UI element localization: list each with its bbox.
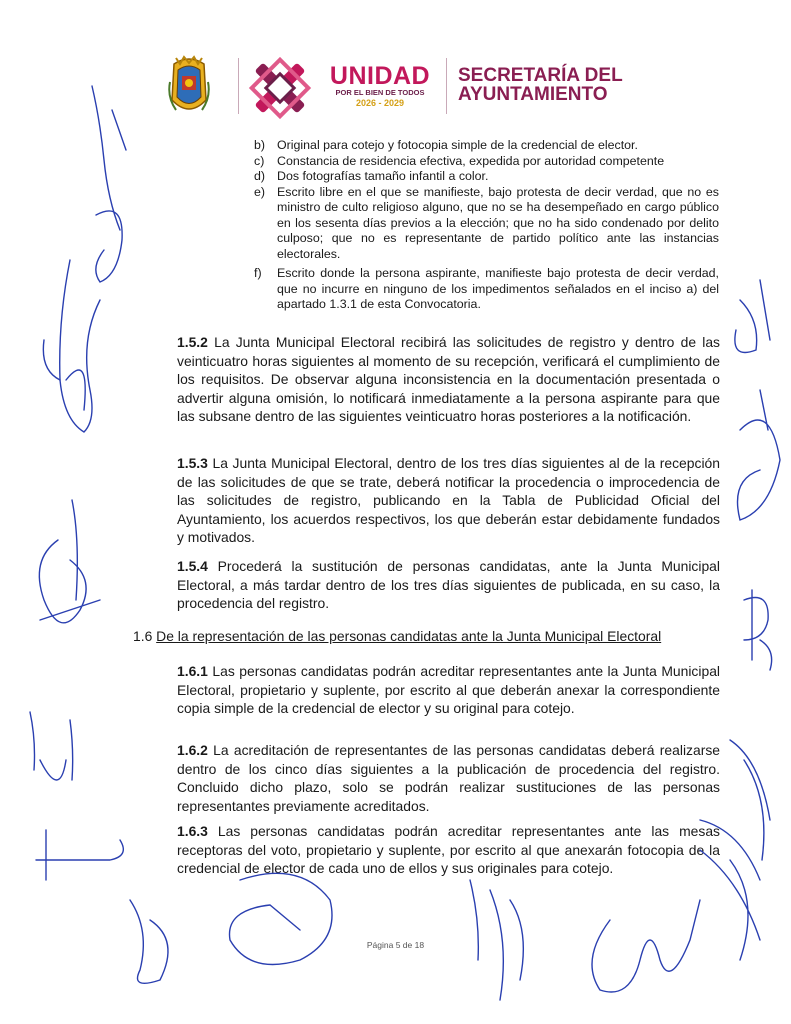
unidad-logo-icon — [248, 56, 312, 120]
header-divider — [446, 58, 447, 114]
requirements-list — [254, 138, 719, 313]
paragraph-1-5-4 — [177, 557, 720, 613]
signature-left-8 — [36, 830, 123, 880]
page-number: Página 5 de 18 — [366, 940, 425, 950]
list-item-text: Constancia de residencia efectiva, expedida por autoridad competente — [277, 153, 665, 168]
list-item-text: Escrito donde la persona aspirante, manifieste bajo protesta de decir verdad, que no incurre en ninguno de los impedimentos señalados en el inciso a) del apartado 1.3.1 de esta Convocatoria. — [277, 266, 719, 311]
list-item — [254, 169, 719, 185]
signature-right-3 — [744, 590, 772, 670]
list-item-text: Original para cotejo y fotocopia simple de la credencial de elector. — [277, 138, 638, 152]
paragraph-text: La acreditación de representantes de las personas candidatas deberá realizarse dentro de los cinco días siguientes a la publicación de procedencia del registro. Concluido dicho plazo, solo se podrán realizar sustituciones de las personas representantes previamente acreditados. — [177, 742, 720, 814]
paragraph-text: La Junta Municipal Electoral recibirá las solicitudes de registro y dentro de las veinticuatro horas siguientes al momento de su recepción, verificará el cumplimiento de los requisitos. De observar alguna inconsistencia en la documentación presentada o advertir alguna omisión, lo notificará inmediatamente a la persona aspirante para que las subsane dentro de las siguientes veinticuatro horas posteriores a la notificación. — [177, 334, 720, 425]
unidad-years: 2026 - 2029 — [355, 98, 405, 108]
signature-left-4 — [43, 340, 85, 410]
secretaria-line2: AYUNTAMIENTO — [458, 84, 608, 105]
signature-left-1 — [92, 86, 126, 230]
paragraph-number: 1.6.2 — [177, 742, 208, 758]
unidad-title: UNIDAD — [329, 62, 431, 90]
list-marker: e) — [254, 184, 266, 199]
paragraph-text: Procederá la sustitución de personas candidatas, ante la Junta Municipal Electoral, a más tardar dentro de los tres días siguientes de publicada, en su caso, la procedencia del registro. — [177, 558, 720, 612]
paragraph-number: 1.6.3 — [177, 823, 208, 839]
document-header — [160, 48, 640, 128]
paragraph-1-5-3 — [177, 454, 720, 547]
signature-right-2 — [738, 390, 781, 520]
paragraph-1-6-1 — [177, 662, 720, 718]
paragraph-text: Las personas candidatas podrán acreditar representantes ante la Junta Municipal Electoral, propietario y suplente, por escrito al que deberán anexar la correspondiente copia simple de la credencial de elector y su original para cotejo. — [177, 663, 720, 717]
signature-right-1 — [735, 280, 770, 353]
paragraph-1-6-2 — [177, 741, 720, 815]
signature-right-4 — [730, 740, 770, 860]
header-divider — [238, 58, 239, 114]
signature-left-2 — [96, 211, 122, 282]
unidad-subtitle: POR EL BIEN DE TODOS — [335, 88, 425, 97]
signature-left-7 — [30, 712, 73, 780]
paragraph-number: 1.5.3 — [177, 455, 208, 471]
list-item-text: Escrito libre en el que se manifieste, bajo protesta de decir verdad, que no es ministro de culto religioso alguno, que no se ha desempeñado en cargo público en los sesenta días previos a la elección; que no ha sido condenado por delito culposo; que no es representante de partido político ante las instancias electorales. — [277, 184, 719, 261]
list-item — [254, 154, 719, 170]
signature-left-6 — [72, 500, 77, 600]
paragraph-1-6-3 — [177, 822, 720, 878]
list-marker: d) — [254, 169, 266, 183]
signature-bottom-2 — [230, 873, 333, 964]
secretaria-wordmark — [458, 66, 623, 104]
signature-left-3 — [60, 260, 100, 432]
paragraph-number: 1.6.1 — [177, 663, 208, 679]
paragraph-1-5-2 — [177, 333, 720, 426]
paragraph-number: 1.5.4 — [177, 558, 208, 574]
list-item — [254, 138, 719, 154]
paragraph-number: 1.5.2 — [177, 334, 208, 350]
list-marker: c) — [254, 153, 265, 168]
section-number: 1.6 — [133, 628, 153, 644]
signature-left-5 — [39, 540, 100, 623]
list-item — [254, 185, 719, 263]
paragraph-text: Las personas candidatas podrán acreditar representantes ante las mesas receptoras del voto, propietario y suplente, por escrito al que anexarán fotocopia de la credencial de elector de cada uno de ellos y sus originales para cotejo. — [177, 823, 720, 877]
section-heading-1-6 — [133, 627, 661, 645]
list-item — [254, 266, 719, 313]
secretaria-line1: SECRETARÍA DEL — [458, 65, 623, 86]
list-marker: b) — [254, 138, 266, 152]
section-title: De la representación de las personas candidatas ante la Junta Municipal Electoral — [156, 628, 662, 644]
unidad-wordmark — [320, 64, 440, 109]
municipal-seal-icon — [166, 52, 212, 122]
list-marker: f) — [254, 266, 262, 280]
paragraph-text: La Junta Municipal Electoral, dentro de los tres días siguientes al de la recepción de las solicitudes de que se trate, deberá notificar la procedencia o improcedencia de las solicitudes de registro, publicando en la Tabla de Publicidad Oficial del Ayuntamiento, los acuerdos respectivos, los que deberán estar debidamente fundados y motivados. — [177, 455, 720, 546]
list-item-text: Dos fotografías tamaño infantil a color. — [277, 169, 489, 183]
